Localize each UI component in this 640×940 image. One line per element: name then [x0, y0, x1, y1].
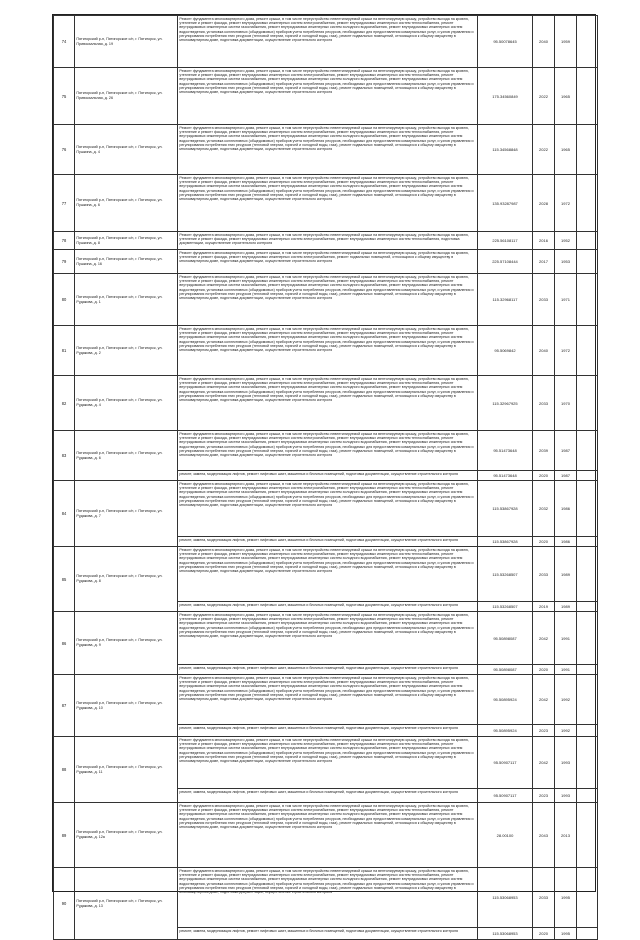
cost-value: 95.5069842: [478, 326, 533, 376]
address-cell: Пятигорский р-н, Пятигорское с/п, г. Пятигорск, ул. Рудакова, д. 1: [75, 274, 178, 326]
build-year: 1993: [555, 737, 577, 789]
row-number: 80: [54, 274, 75, 326]
address-cell: Пятигорский р-н, Пятигорское с/п, г. Пятигорск, ул. Рудакова, д. 10: [75, 675, 178, 737]
works-description: Ремонт фундамента многоквартирного дома, ремонт крыши, в том числе переустройство невентилируемой крыши на вентилируемую крышу, устройство выхода на кровлю, утепление и ремонт фасада, ремонт внутридомовых инженерных систем электроснабжения, ремонт внутридомовых инженерных систем теплоснабжения, ремонт внутридомовых инженерных систем газоснабжения, ремонт внутридомовых инженерных систем холодного водоснабжения, ремонт внутридомовых инженерных систем водоотведения, установка коллективных (общедомовых) приборов учета потребления ресурсов, необходимых для предоставления коммунальных услуг, и узлов управления и регулирования потребления этих ресурсов (тепловой энергии, горячей и холодной воды, газа), ремонт подвальных помещений, относящихся к общему имуществу в многоквартирном доме, подготовка документации, осуществление строительного контроля: [178, 326, 478, 376]
build-year: 1992: [555, 725, 577, 737]
address-cell: Пятигорский р-н, Пятигорское с/п, г. Пятигорск, ул. Привокзальная, д. 19: [75, 16, 178, 68]
build-year: 2013: [555, 803, 577, 868]
empty-cell: [577, 725, 598, 737]
cost-value: 225.56108117: [478, 232, 533, 250]
repair-year: 2016: [533, 232, 555, 250]
works-description: Ремонт фундамента многоквартирного дома, ремонт крыши, в том числе переустройство невентилируемой крыши на вентилируемую крышу, устройство выхода на кровлю, утепление и ремонт фасада, ремонт внутридомовых инженерных систем электроснабжения, ремонт внутридомовых инженерных систем теплоснабжения, ремонт внутридомовых инженерных систем газоснабжения, ремонт внутридомовых инженерных систем холодного водоснабжения, ремонт внутридомовых инженерных систем водоотведения, установка коллективных (общедомовых) приборов учета потребления ресурсов, необходимых для предоставления коммунальных услуг, и узлов управления и регулирования потребления этих ресурсов (тепловой энергии, горячей и холодной воды, газа), ремонт подвальных помещений, относящихся к общему имуществу в многоквартирном доме, подготовка документации, осуществление строительного контроля: [178, 376, 478, 431]
address-cell: Пятигорский р-н, Пятигорское с/п, г. Пятигорск, ул. Рудакова, д. 2: [75, 326, 178, 376]
build-year: 1959: [555, 16, 577, 68]
repair-year: 2040: [533, 16, 555, 68]
row-number: 77: [54, 175, 75, 232]
address-cell: Пятигорский р-н, Пятигорское с/п, г. Пятигорск, ул. Пушкина, д. 4: [75, 125, 178, 175]
works-description: ремонт, замена, модернизация лифтов, ремонт лифтовых шахт, машинных и блочных помещений, подготовка документации, осуществление строительного контроля: [178, 537, 478, 547]
table-row: [54, 612, 598, 665]
row-number: 84: [54, 481, 75, 547]
table-row: [54, 547, 598, 602]
build-year: 1953: [555, 250, 577, 274]
repair-year: 2023: [533, 789, 555, 803]
empty-cell: [577, 274, 598, 326]
table-row: [54, 803, 598, 868]
table-row: [54, 16, 598, 68]
repair-year: 2017: [533, 250, 555, 274]
works-description: ремонт, замена, модернизация лифтов, ремонт лифтовых шахт, машинных и блочных помещений, подготовка документации, осуществление строительного контроля: [178, 665, 478, 675]
empty-cell: [577, 675, 598, 725]
row-number: 78: [54, 232, 75, 250]
cost-value: 115.32968117: [478, 274, 533, 326]
table-row: [54, 481, 598, 537]
empty-cell: [577, 175, 598, 232]
cost-value: 95.50895924: [478, 675, 533, 725]
works-description: Ремонт фундамента многоквартирного дома, ремонт крыши, в том числе переустройство невентилируемой крыши на вентилируемую крышу, устройство выхода на кровлю, утепление и ремонт фасада, ремонт внутридомовых инженерных систем электроснабжения, ремонт внутридомовых инженерных систем теплоснабжения, ремонт внутридомовых инженерных систем газоснабжения, ремонт внутридомовых инженерных систем холодного водоснабжения, ремонт внутридомовых инженерных систем водоотведения, установка коллективных (общедомовых) приборов учета потребления ресурсов, необходимых для предоставления коммунальных услуг, и узлов управления и регулирования потребления этих ресурсов (тепловой энергии, горячей и холодной воды, газа), ремонт подвальных помещений, относящихся к общему имуществу в многоквартирном доме, подготовка документации, осуществление строительного контроля: [178, 175, 478, 232]
row-number: 85: [54, 547, 75, 612]
row-number: 83: [54, 431, 75, 481]
table-row: [54, 250, 598, 274]
row-number: 87: [54, 675, 75, 737]
works-description: ремонт, замена, модернизация лифтов, ремонт лифтовых шахт, машинных и блочных помещений, подготовка документации, осуществление строительного контроля: [178, 725, 478, 737]
cost-value: 95.50898087: [478, 665, 533, 675]
empty-cell: [577, 537, 598, 547]
repair-year: 2039: [533, 431, 555, 471]
cost-value: 115.53068953: [478, 868, 533, 928]
cost-value: 115.53268507: [478, 547, 533, 602]
address-cell: Пятигорский р-н, Пятигорское с/п, г. Пятигорск, ул. Рудакова, д. 4: [75, 376, 178, 431]
repair-year: 2020: [533, 537, 555, 547]
works-description: ремонт, замена, модернизация лифтов, ремонт лифтовых шахт, машинных и блочных помещений, подготовка документации, осуществление строительного контроля: [178, 471, 478, 481]
document-page: [52, 14, 596, 936]
row-number: 88: [54, 737, 75, 803]
address-cell: Пятигорский р-н, Пятигорское с/п, г. Пятигорск, ул. Рудакова, д. 9: [75, 612, 178, 675]
build-year: 1986: [555, 481, 577, 537]
build-year: 1991: [555, 612, 577, 665]
table-row: [54, 326, 598, 376]
repair-year: 2020: [533, 928, 555, 940]
address-cell: Пятигорский р-н, Пятигорское с/п, г. Пятигорск, ул. Рудакова, д. 11: [75, 737, 178, 803]
works-description: Ремонт фундамента многоквартирного дома, ремонт крыши, в том числе переустройство невентилируемой крыши на вентилируемую крышу, устройство выхода на кровлю, утепление и ремонт фасада, ремонт внутридомовых инженерных систем электроснабжения, ремонт внутридомовых инженерных систем теплоснабжения, ремонт внутридомовых инженерных систем газоснабжения, ремонт внутридомовых инженерных систем холодного водоснабжения, ремонт внутридомовых инженерных систем водоотведения, установка коллективных (общедомовых) приборов учета потребления ресурсов, необходимых для предоставления коммунальных услуг, и узлов управления и регулирования потребления этих ресурсов (тепловой энергии, горячей и холодной воды, газа), ремонт подвальных помещений, относящихся к общему имуществу в многоквартирном доме, подготовка документации, осуществление строительного контроля: [178, 16, 478, 68]
table-row: [54, 675, 598, 725]
cost-value: 95.50898087: [478, 612, 533, 665]
build-year: 1952: [555, 232, 577, 250]
address-cell: Пятигорский р-н, Пятигорское с/п, г. Пятигорск, ул. Рудакова, д. 8: [75, 547, 178, 612]
works-description: Ремонт фундамента многоквартирного дома, ремонт крыши, в том числе переустройство невентилируемой крыши на вентилируемую крышу, устройство выхода на кровлю, утепление и ремонт фасада, ремонт внутридомовых инженерных систем электроснабжения, ремонт внутридомовых инженерных систем теплоснабжения, ремонт внутридомовых инженерных систем газоснабжения, ремонт внутридомовых инженерных систем холодного водоснабжения, ремонт внутридомовых инженерных систем водоотведения, установка коллективных (общедомовых) приборов учета потребления ресурсов, необходимых для предоставления коммунальных услуг, и узлов управления и регулирования потребления этих ресурсов (тепловой энергии, горячей и холодной воды, газа), ремонт подвальных помещений, относящихся к общему имуществу в многоквартирном доме, подготовка документации, осуществление строительного контроля: [178, 803, 478, 868]
table-row: [54, 376, 598, 431]
repair-year: 2033: [533, 868, 555, 928]
works-description: Ремонт фундамента многоквартирного дома, ремонт крыши, в том числе переустройство невентилируемой крыши на вентилируемую крышу, устройство выхода на кровлю, утепление и ремонт фасада, ремонт внутридомовых инженерных систем электроснабжения, ремонт внутридомовых инженерных систем теплоснабжения, ремонт внутридомовых инженерных систем газоснабжения, ремонт внутридомовых инженерных систем холодного водоснабжения, ремонт внутридомовых инженерных систем водоотведения, установка коллективных (общедомовых) приборов учета потребления ресурсов, необходимых для предоставления коммунальных услуг, и узлов управления и регулирования потребления этих ресурсов (тепловой энергии, горячей и холодной воды, газа), ремонт подвальных помещений, относящихся к общему имуществу в многоквартирном доме, подготовка документации, осуществление строительного контроля: [178, 675, 478, 725]
row-number: 90: [54, 868, 75, 940]
build-year: 1993: [555, 789, 577, 803]
works-description: Ремонт фундамента многоквартирного дома, ремонт крыши, в том числе переустройство невентилируемой крыши на вентилируемую крышу, устройство выхода на кровлю, утепление и ремонт фасада, ремонт внутридомовых инженерных систем электроснабжения, ремонт внутридомовых инженерных систем теплоснабжения, ремонт внутридомовых инженерных систем газоснабжения, ремонт внутридомовых инженерных систем холодного водоснабжения, ремонт внутридомовых инженерных систем водоотведения, установка коллективных (общедомовых) приборов учета потребления ресурсов, необходимых для предоставления коммунальных услуг, и узлов управления и регулирования потребления этих ресурсов (тепловой энергии, горячей и холодной воды, газа), ремонт подвальных помещений, относящихся к общему имуществу в многоквартирном доме, подготовка документации, осуществление строительного контроля: [178, 125, 478, 175]
empty-cell: [577, 868, 598, 928]
empty-cell: [577, 68, 598, 125]
build-year: 1970: [555, 376, 577, 431]
cost-value: 95.51473648: [478, 431, 533, 471]
row-number: 79: [54, 250, 75, 274]
row-number: 89: [54, 803, 75, 868]
build-year: 1971: [555, 274, 577, 326]
empty-cell: [577, 471, 598, 481]
works-description: Ремонт фундамента многоквартирного дома, ремонт крыши, в том числе переустройство невентилируемой крыши на вентилируемую крышу, устройство выхода на кровлю, утепление и ремонт фасада, ремонт внутридомовых инженерных систем электроснабжения, ремонт внутридомовых инженерных систем теплоснабжения, ремонт внутридомовых инженерных систем газоснабжения, ремонт внутридомовых инженерных систем холодного водоснабжения, ремонт внутридомовых инженерных систем водоотведения, установка коллективных (общедомовых) приборов учета потребления ресурсов, необходимых для предоставления коммунальных услуг, и узлов управления и регулирования потребления этих ресурсов (тепловой энергии, горячей и холодной воды, газа), ремонт подвальных помещений, относящихся к общему имуществу в многоквартирном доме, подготовка документации, осуществление строительного контроля: [178, 481, 478, 537]
works-description: Ремонт фундамента многоквартирного дома, ремонт крыши, в том числе переустройство невентилируемой крыши на вентилируемую крышу, устройство выхода на кровлю, утепление и ремонт фасада, ремонт внутридомовых инженерных систем электроснабжения, ремонт внутридомовых инженерных систем теплоснабжения, ремонт внутридомовых инженерных систем газоснабжения, ремонт внутридомовых инженерных систем холодного водоснабжения, ремонт внутридомовых инженерных систем водоотведения, установка коллективных (общедомовых) приборов учета потребления ресурсов, необходимых для предоставления коммунальных услуг, и узлов управления и регулирования потребления этих ресурсов (тепловой энергии, горячей и холодной воды, газа), ремонт подвальных помещений, относящихся к общему имуществу в многоквартирном доме, подготовка документации, осуществление строительного контроля: [178, 431, 478, 471]
empty-cell: [577, 250, 598, 274]
table-row: [54, 737, 598, 789]
cost-value: 115.53268507: [478, 602, 533, 612]
address-cell: Пятигорский р-н, Пятигорское с/п, г. Пятигорск, ул. Пушкина, д. 6: [75, 175, 178, 232]
empty-cell: [577, 232, 598, 250]
build-year: 1995: [555, 928, 577, 940]
cost-value: 95.50078645: [478, 16, 533, 68]
address-cell: Пятигорский р-н, Пятигорское с/п, г. Пятигорск, ул. Рудакова, д. 6: [75, 431, 178, 481]
repair-year: 2028: [533, 175, 555, 232]
build-year: 1972: [555, 175, 577, 232]
build-year: 1986: [555, 537, 577, 547]
row-number: 82: [54, 376, 75, 431]
row-number: 86: [54, 612, 75, 675]
build-year: 1987: [555, 471, 577, 481]
repair-year: 2042: [533, 612, 555, 665]
repair-year: 2023: [533, 725, 555, 737]
address-cell: Пятигорский р-н, Пятигорское с/п, г. Пятигорск, ул. Рудакова, д. 13: [75, 868, 178, 940]
address-cell: Пятигорский р-н, Пятигорское с/п, г. Пятигорск, ул. Рудакова, д. 7: [75, 481, 178, 547]
cost-value: 95.50907117: [478, 789, 533, 803]
empty-cell: [577, 431, 598, 471]
works-description: Ремонт фундамента многоквартирного дома, ремонт крыши, в том числе переустройство невентилируемой крыши на вентилируемую крышу, устройство выхода на кровлю, утепление и ремонт фасада, ремонт внутридомовых инженерных систем электроснабжения, ремонт внутридомовых инженерных систем теплоснабжения, ремонт внутридомовых инженерных систем газоснабжения, ремонт внутридомовых инженерных систем холодного водоснабжения, ремонт внутридомовых инженерных систем водоотведения, установка коллективных (общедомовых) приборов учета потребления ресурсов, необходимых для предоставления коммунальных услуг, и узлов управления и регулирования потребления этих ресурсов (тепловой энергии, горячей и холодной воды, газа), ремонт подвальных помещений, относящихся к общему имуществу в многоквартирном доме, подготовка документации, осуществление строительного контроля: [178, 274, 478, 326]
table-row: [54, 868, 598, 928]
works-description: ремонт, замена, модернизация лифтов, ремонт лифтовых шахт, машинных и блочных помещений, подготовка документации, осуществление строительного контроля: [178, 602, 478, 612]
cost-value: 175.34560849: [478, 68, 533, 125]
cost-value: 135.93287987: [478, 175, 533, 232]
empty-cell: [577, 789, 598, 803]
works-description: Ремонт фундамента многоквартирного дома, ремонт крыши, в том числе переустройство невентилируемой крыши на вентилируемую крышу, устройство выхода на кровлю, утепление и ремонт фасада, ремонт внутридомовых инженерных систем электроснабжения, ремонт внутридомовых инженерных систем теплоснабжения, подготовка документации, осуществление строительного контроля: [178, 232, 478, 250]
empty-cell: [577, 612, 598, 665]
table-row: [54, 125, 598, 175]
build-year: 1972: [555, 326, 577, 376]
repair-year: 2043: [533, 803, 555, 868]
cost-value: 115.34568848: [478, 125, 533, 175]
empty-cell: [577, 665, 598, 675]
build-year: 1989: [555, 602, 577, 612]
table-row: [54, 431, 598, 471]
repair-year: 2042: [533, 675, 555, 725]
empty-cell: [577, 481, 598, 537]
works-description: Ремонт фундамента многоквартирного дома, ремонт крыши, в том числе переустройство невентилируемой крыши на вентилируемую крышу, устройство выхода на кровлю, утепление и ремонт фасада, ремонт внутридомовых инженерных систем электроснабжения, ремонт внутридомовых инженерных систем теплоснабжения, ремонт внутридомовых инженерных систем газоснабжения, ремонт внутридомовых инженерных систем холодного водоснабжения, ремонт внутридомовых инженерных систем водоотведения, установка коллективных (общедомовых) приборов учета потребления ресурсов, необходимых для предоставления коммунальных услуг, и узлов управления и регулирования потребления этих ресурсов (тепловой энергии, горячей и холодной воды, газа), ремонт подвальных помещений, относящихся к общему имуществу в многоквартирном доме, подготовка документации, осуществление строительного контроля: [178, 868, 478, 928]
repair-year: 2033: [533, 274, 555, 326]
empty-cell: [577, 602, 598, 612]
table-row: [54, 232, 598, 250]
repair-year: 2040: [533, 326, 555, 376]
build-year: 1965: [555, 68, 577, 125]
build-year: 1965: [555, 125, 577, 175]
cost-value: 225.57108444: [478, 250, 533, 274]
cost-value: 95.50895924: [478, 725, 533, 737]
address-cell: Пятигорский р-н, Пятигорское с/п, г. Пятигорск, ул. Пушкина, д. 8: [75, 232, 178, 250]
cost-value: 115.53867928: [478, 481, 533, 537]
works-description: Ремонт фундамента многоквартирного дома, ремонт крыши, в том числе переустройство невентилируемой крыши на вентилируемую крышу, устройство выхода на кровлю, утепление и ремонт фасада, ремонт внутридомовых инженерных систем электроснабжения, ремонт внутридомовых инженерных систем теплоснабжения, ремонт внутридомовых инженерных систем газоснабжения, ремонт внутридомовых инженерных систем холодного водоснабжения, ремонт внутридомовых инженерных систем водоотведения, установка коллективных (общедомовых) приборов учета потребления ресурсов, необходимых для предоставления коммунальных услуг, и узлов управления и регулирования потребления этих ресурсов (тепловой энергии, горячей и холодной воды, газа), ремонт подвальных помещений, относящихся к общему имуществу в многоквартирном доме, подготовка документации, осуществление строительного контроля: [178, 68, 478, 125]
cost-value: 95.51473648: [478, 471, 533, 481]
row-number: 76: [54, 125, 75, 175]
empty-cell: [577, 547, 598, 602]
cost-value: 95.50907117: [478, 737, 533, 789]
row-number: 75: [54, 68, 75, 125]
repair-year: 2033: [533, 547, 555, 602]
empty-cell: [577, 125, 598, 175]
build-year: 1991: [555, 665, 577, 675]
repair-year: 2042: [533, 737, 555, 789]
repair-year: 2020: [533, 471, 555, 481]
cost-value: 115.32967925: [478, 376, 533, 431]
works-description: ремонт, замена, модернизация лифтов, ремонт лифтовых шахт, машинных и блочных помещений, подготовка документации, осуществление строительного контроля: [178, 789, 478, 803]
empty-cell: [577, 737, 598, 789]
address-cell: Пятигорский р-н, Пятигорское с/п, г. Пятигорск, ул. Пушкина, д. 16: [75, 250, 178, 274]
repair-year: 2022: [533, 68, 555, 125]
works-description: Ремонт фундамента многоквартирного дома, ремонт крыши, в том числе переустройство невентилируемой крыши на вентилируемую крышу, устройство выхода на кровлю, утепление и ремонт фасада, ремонт внутридомовых инженерных систем электроснабжения, ремонт внутридомовых инженерных систем теплоснабжения, ремонт внутридомовых инженерных систем газоснабжения, ремонт внутридомовых инженерных систем холодного водоснабжения, ремонт внутридомовых инженерных систем водоотведения, установка коллективных (общедомовых) приборов учета потребления ресурсов, необходимых для предоставления коммунальных услуг, и узлов управления и регулирования потребления этих ресурсов (тепловой энергии, горячей и холодной воды, газа), ремонт подвальных помещений, относящихся к общему имуществу в многоквартирном доме, подготовка документации, осуществление строительного контроля: [178, 612, 478, 665]
empty-cell: [577, 928, 598, 940]
table-row: [54, 68, 598, 125]
address-cell: Пятигорский р-н, Пятигорское с/п, г. Пятигорск, ул. Рудакова, д. 12а: [75, 803, 178, 868]
works-description: Ремонт фундамента многоквартирного дома, ремонт крыши, в том числе переустройство невентилируемой крыши на вентилируемую крышу, устройство выхода на кровлю, утепление и ремонт фасада, ремонт внутридомовых инженерных систем электроснабжения, ремонт внутридомовых инженерных систем теплоснабжения, ремонт внутридомовых инженерных систем газоснабжения, ремонт внутридомовых инженерных систем холодного водоснабжения, ремонт внутридомовых инженерных систем водоотведения, установка коллективных (общедомовых) приборов учета потребления ресурсов, необходимых для предоставления коммунальных услуг, и узлов управления и регулирования потребления этих ресурсов (тепловой энергии, горячей и холодной воды, газа), ремонт подвальных помещений, относящихся к общему имуществу в многоквартирном доме, подготовка документации, осуществление строительного контроля: [178, 737, 478, 789]
repair-year: 2032: [533, 481, 555, 537]
build-year: 1989: [555, 547, 577, 602]
repair-year: 2019: [533, 602, 555, 612]
empty-cell: [577, 376, 598, 431]
repair-year: 2020: [533, 665, 555, 675]
build-year: 1995: [555, 868, 577, 928]
repair-year: 2033: [533, 376, 555, 431]
works-description: Ремонт фундамента многоквартирного дома, ремонт крыши, в том числе переустройство невентилируемой крыши на вентилируемую крышу, устройство выхода на кровлю, утепление и ремонт фасада, ремонт внутридомовых инженерных систем электроснабжения, ремонт подвальных помещений, относящихся к общему имуществу в многоквартирном доме, подготовка документации, осуществление строительного контроля: [178, 250, 478, 274]
cost-value: 115.53867928: [478, 537, 533, 547]
table-row: [54, 175, 598, 232]
works-description: ремонт, замена, модернизация лифтов, ремонт лифтовых шахт, машинных и блочных помещений, подготовка документации, осуществление строительного контроля: [178, 928, 478, 940]
cost-value: 28.00100: [478, 803, 533, 868]
build-year: 1987: [555, 431, 577, 471]
row-number: 81: [54, 326, 75, 376]
works-description: Ремонт фундамента многоквартирного дома, ремонт крыши, в том числе переустройство невентилируемой крыши на вентилируемую крышу, устройство выхода на кровлю, утепление и ремонт фасада, ремонт внутридомовых инженерных систем электроснабжения, ремонт внутридомовых инженерных систем теплоснабжения, ремонт внутридомовых инженерных систем газоснабжения, ремонт внутридомовых инженерных систем холодного водоснабжения, ремонт внутридомовых инженерных систем водоотведения, установка коллективных (общедомовых) приборов учета потребления ресурсов, необходимых для предоставления коммунальных услуг, и узлов управления и регулирования потребления этих ресурсов (тепловой энергии, горячей и холодной воды, газа), ремонт подвальных помещений, относящихся к общему имуществу в многоквартирном доме, подготовка документации, осуществление строительного контроля: [178, 547, 478, 602]
row-number: 74: [54, 16, 75, 68]
address-cell: Пятигорский р-н, Пятигорское с/п, г. Пятигорск, ул. Привокзальная, д. 26: [75, 68, 178, 125]
empty-cell: [577, 803, 598, 868]
table-row: [54, 274, 598, 326]
empty-cell: [577, 326, 598, 376]
capital-repair-table: [53, 15, 598, 940]
build-year: 1992: [555, 675, 577, 725]
repair-year: 2022: [533, 125, 555, 175]
table-body: [54, 16, 598, 940]
empty-cell: [577, 16, 598, 68]
cost-value: 115.53068953: [478, 928, 533, 940]
